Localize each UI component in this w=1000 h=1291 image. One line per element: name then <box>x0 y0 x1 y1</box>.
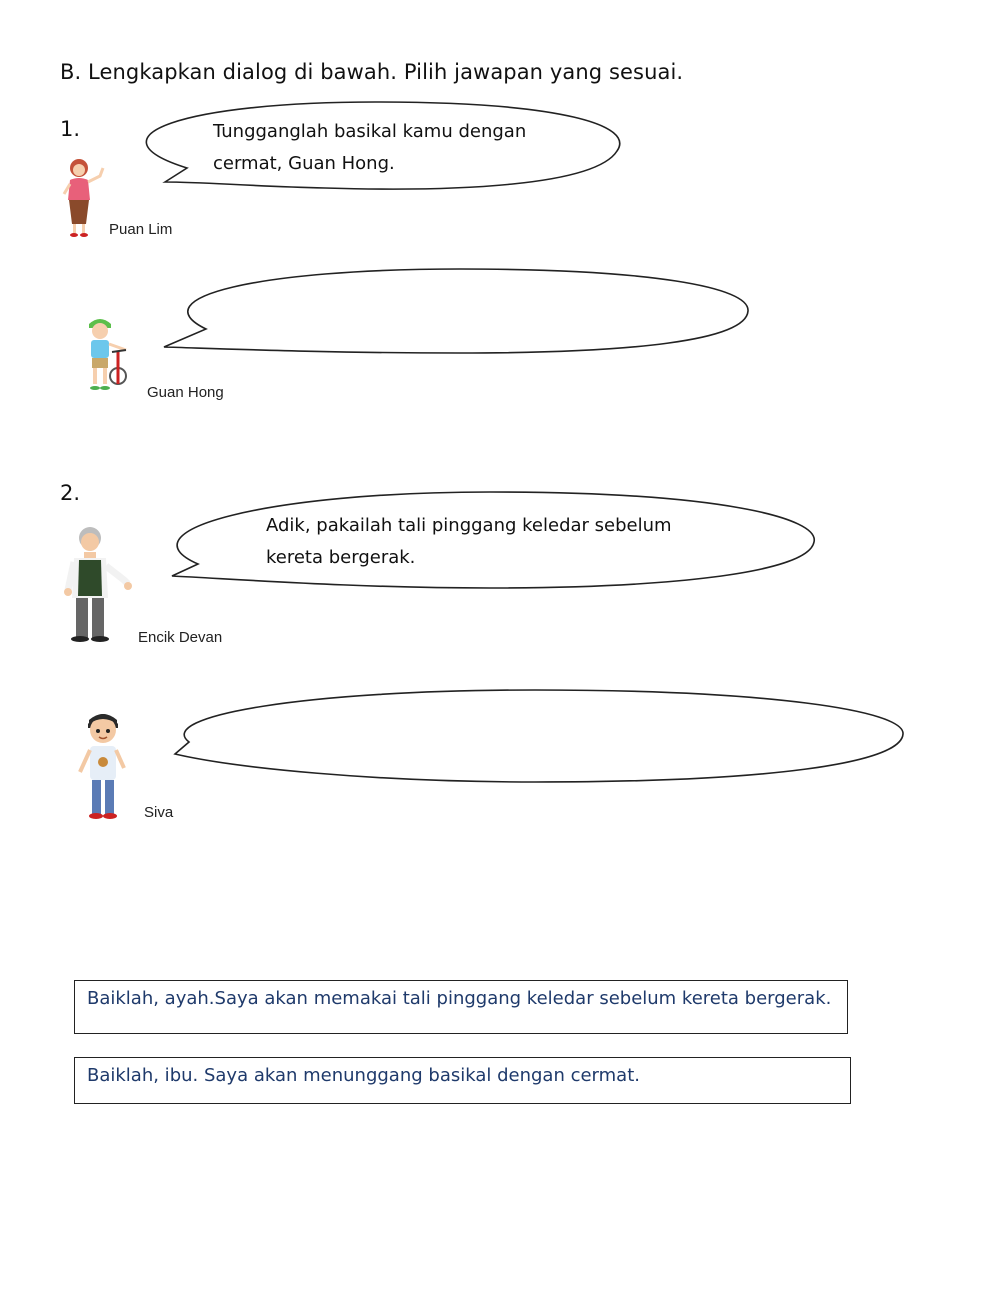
responder-name-guan-hong: Guan Hong <box>147 384 224 401</box>
answer-choice-2[interactable] <box>74 1057 851 1104</box>
boy-icon <box>76 706 136 824</box>
speech-text-puan-lim: Tungganglah basikal kamu dengan cermat, Guan Hong. <box>213 121 527 174</box>
answer-choice-1-text: Baiklah, ayah.Saya akan memakai tali pinggang keledar sebelum kereta bergerak. <box>87 988 832 1009</box>
boy-with-bicycle-icon <box>80 314 132 396</box>
speaker-name-encik-devan: Encik Devan <box>138 629 223 646</box>
responder-name-siva: Siva <box>144 804 174 821</box>
speech-text-encik-devan: Adik, pakailah tali pinggang keledar sebelum kereta bergerak. <box>266 515 672 568</box>
woman-teacher-icon <box>60 158 112 240</box>
old-man-icon <box>62 526 134 644</box>
question-number-1: 1. <box>60 117 81 141</box>
answer-choice-2-text: Baiklah, ibu. Saya akan menunggang basikal dengan cermat. <box>87 1065 640 1086</box>
question-number-2: 2. <box>60 481 81 505</box>
instruction-heading: B. Lengkapkan dialog di bawah. Pilih jawapan yang sesuai. <box>60 60 684 84</box>
speaker-name-puan-lim: Puan Lim <box>109 221 173 238</box>
answer-choice-1[interactable] <box>74 980 848 1034</box>
answer-bubble-guan-hong[interactable] <box>160 267 755 359</box>
answer-bubble-siva[interactable] <box>165 688 910 786</box>
